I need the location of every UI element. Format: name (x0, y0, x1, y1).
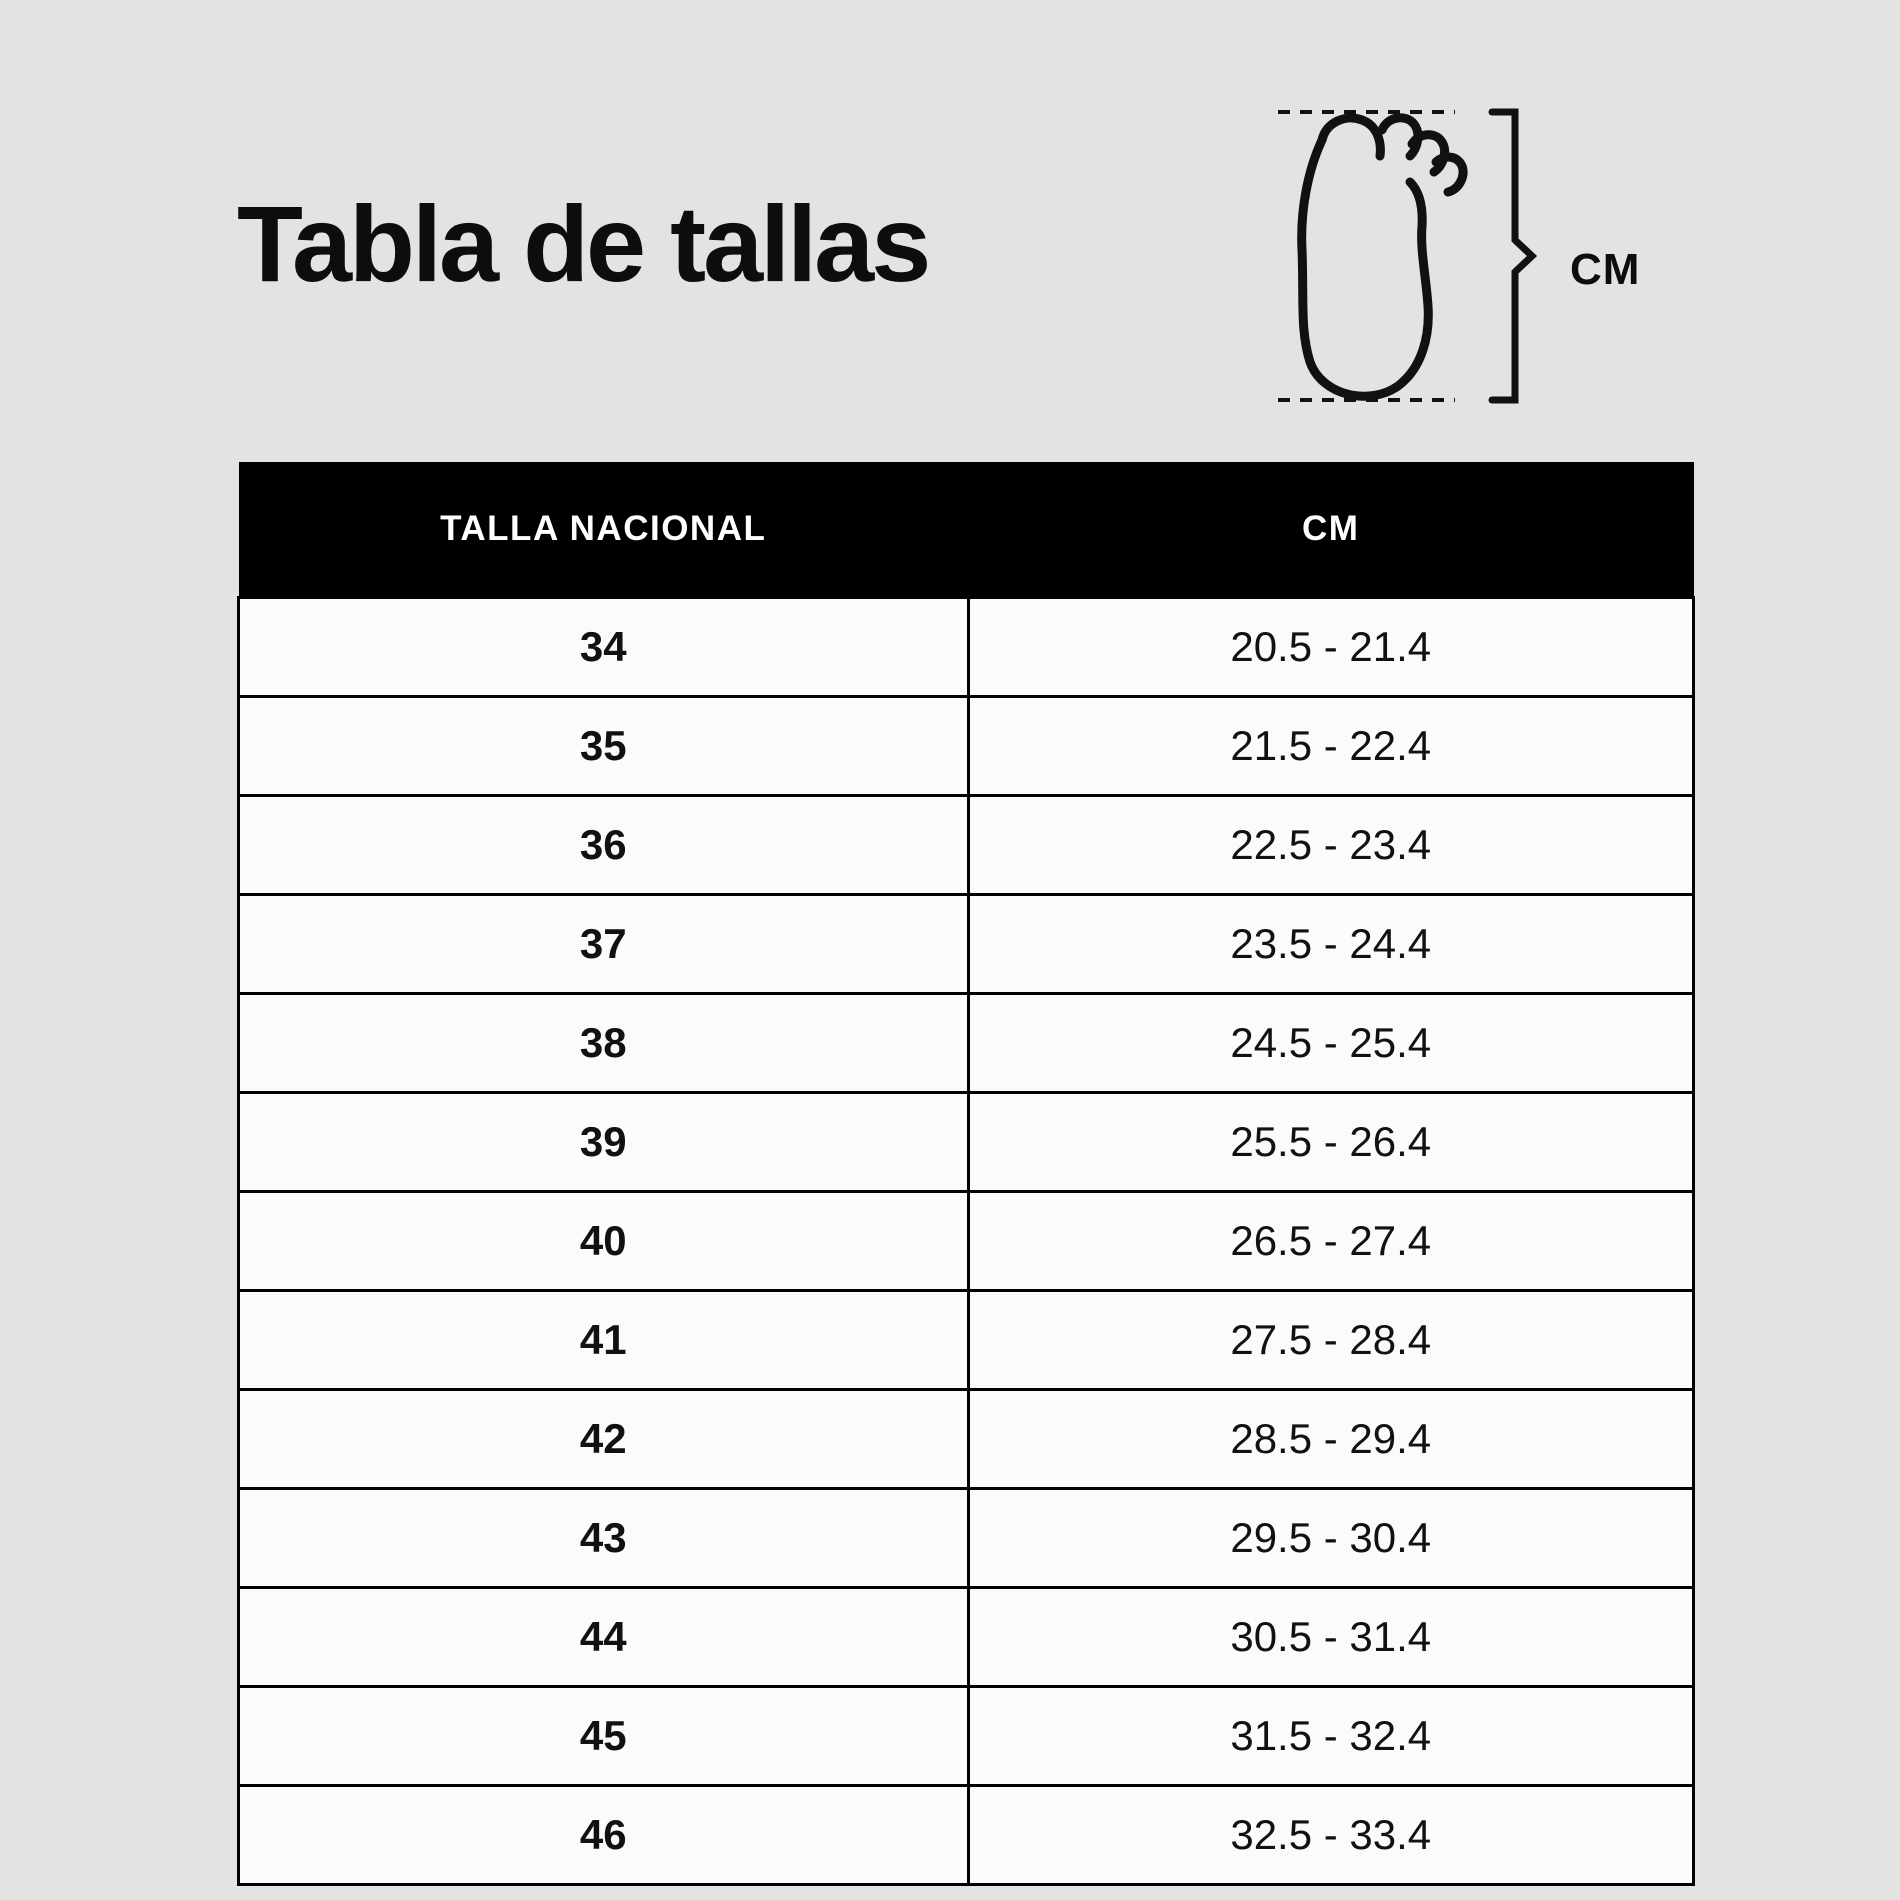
table-row (239, 697, 1694, 796)
cell-size: 36 (239, 796, 969, 895)
cell-cm: 30.5 - 31.4 (968, 1588, 1694, 1687)
cell-size: 35 (239, 697, 969, 796)
size-table-container (237, 462, 1695, 1886)
table-row (239, 1687, 1694, 1786)
cell-size: 45 (239, 1687, 969, 1786)
table-header-row (239, 462, 1694, 598)
table-row (239, 1093, 1694, 1192)
cell-cm: 32.5 - 33.4 (968, 1786, 1694, 1885)
cell-size: 43 (239, 1489, 969, 1588)
cell-cm: 24.5 - 25.4 (968, 994, 1694, 1093)
size-table (237, 462, 1695, 1886)
table-row (239, 1291, 1694, 1390)
table-row (239, 1192, 1694, 1291)
cell-cm: 27.5 - 28.4 (968, 1291, 1694, 1390)
cell-cm: 28.5 - 29.4 (968, 1390, 1694, 1489)
foot-outline-icon (1302, 118, 1463, 396)
table-body (239, 598, 1694, 1885)
cm-measure-label: CM (1570, 245, 1641, 294)
table-row (239, 994, 1694, 1093)
cell-size: 40 (239, 1192, 969, 1291)
cell-cm: 23.5 - 24.4 (968, 895, 1694, 994)
table-row (239, 598, 1694, 697)
cell-cm: 29.5 - 30.4 (968, 1489, 1694, 1588)
page-title: Tabla de tallas (237, 183, 929, 304)
table-row (239, 1390, 1694, 1489)
table-row (239, 1489, 1694, 1588)
cell-cm: 20.5 - 21.4 (968, 598, 1694, 697)
cell-size: 38 (239, 994, 969, 1093)
cell-cm: 31.5 - 32.4 (968, 1687, 1694, 1786)
cell-size: 42 (239, 1390, 969, 1489)
cell-size: 46 (239, 1786, 969, 1885)
header-cm: CM (968, 462, 1694, 598)
header-talla-nacional: TALLA NACIONAL (239, 462, 969, 598)
cell-size: 44 (239, 1588, 969, 1687)
cell-cm: 22.5 - 23.4 (968, 796, 1694, 895)
cell-cm: 25.5 - 26.4 (968, 1093, 1694, 1192)
cell-cm: 26.5 - 27.4 (968, 1192, 1694, 1291)
measure-bracket (1492, 112, 1532, 400)
table-row (239, 895, 1694, 994)
cell-size: 37 (239, 895, 969, 994)
cell-size: 39 (239, 1093, 969, 1192)
cell-size: 34 (239, 598, 969, 697)
cell-cm: 21.5 - 22.4 (968, 697, 1694, 796)
cell-size: 41 (239, 1291, 969, 1390)
table-row (239, 1588, 1694, 1687)
table-row (239, 796, 1694, 895)
table-row (239, 1786, 1694, 1885)
table-header (239, 462, 1694, 598)
